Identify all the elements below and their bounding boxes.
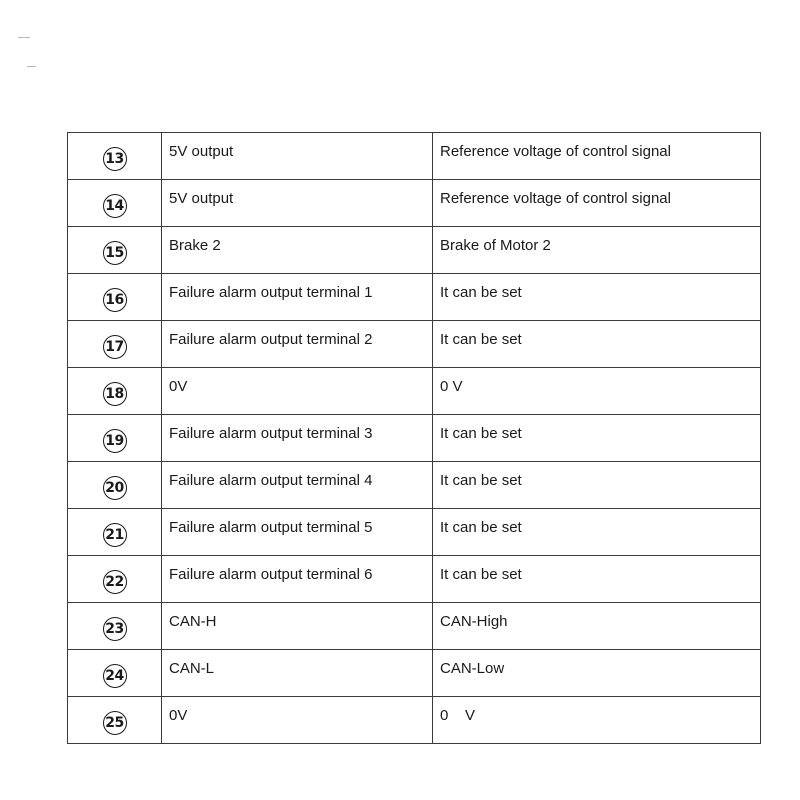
pin-function: Failure alarm output terminal 1	[169, 284, 373, 301]
pin-function-cell	[162, 415, 433, 462]
corner-mark	[18, 37, 30, 38]
pin-function: Failure alarm output terminal 5	[169, 519, 373, 536]
table-row	[68, 180, 761, 227]
pin-description: Brake of Motor 2	[440, 237, 551, 254]
pin-function-cell	[162, 603, 433, 650]
pin-function-cell	[162, 133, 433, 180]
pin-description-cell	[433, 509, 761, 556]
pin-number: 17	[103, 335, 127, 359]
pin-function: CAN-H	[169, 613, 217, 630]
corner-mark	[27, 66, 36, 67]
pin-number-cell	[68, 509, 162, 556]
pin-number-cell	[68, 133, 162, 180]
pin-number-cell	[68, 321, 162, 368]
pin-number: 14	[103, 194, 127, 218]
pin-function-cell	[162, 556, 433, 603]
pin-function: Brake 2	[169, 237, 221, 254]
pin-number-cell	[68, 227, 162, 274]
pin-description: CAN-High	[440, 613, 508, 630]
pin-description: It can be set	[440, 566, 522, 583]
pin-description-cell	[433, 368, 761, 415]
pin-number: 18	[103, 382, 127, 406]
pin-number: 15	[103, 241, 127, 265]
pin-description-cell	[433, 321, 761, 368]
pin-function: 5V output	[169, 143, 234, 160]
pin-number: 21	[103, 523, 127, 547]
pin-function-cell	[162, 368, 433, 415]
pin-number: 22	[103, 570, 127, 594]
pin-description: Reference voltage of control signal	[440, 190, 671, 207]
pin-description: It can be set	[440, 284, 522, 301]
pin-function: CAN-L	[169, 660, 215, 677]
pin-description-cell	[433, 697, 761, 744]
table-row	[68, 368, 761, 415]
pin-description-cell	[433, 180, 761, 227]
table-row	[68, 227, 761, 274]
table-row	[68, 509, 761, 556]
pin-function-cell	[162, 180, 433, 227]
pin-description: 0 V	[440, 378, 463, 395]
pin-function: 0V	[169, 378, 188, 395]
pin-number: 20	[103, 476, 127, 500]
pin-function-cell	[162, 321, 433, 368]
table-row	[68, 133, 761, 180]
pin-function: 5V output	[169, 190, 234, 207]
pin-description: Reference voltage of control signal	[440, 143, 671, 160]
pin-description-cell	[433, 227, 761, 274]
table-row	[68, 556, 761, 603]
pin-table-body	[68, 133, 761, 744]
table-row	[68, 697, 761, 744]
pin-function-cell	[162, 227, 433, 274]
table-row	[68, 321, 761, 368]
pin-number: 13	[103, 147, 127, 171]
pin-description-cell	[433, 133, 761, 180]
table-row	[68, 650, 761, 697]
pin-number: 25	[103, 711, 127, 735]
pin-definition-table	[67, 132, 761, 744]
pin-number-cell	[68, 462, 162, 509]
pin-number-cell	[68, 556, 162, 603]
pin-description: 0 V	[440, 707, 476, 724]
table-row	[68, 462, 761, 509]
pin-number-cell	[68, 650, 162, 697]
pin-function: 0V	[169, 707, 188, 724]
pin-function: Failure alarm output terminal 3	[169, 425, 373, 442]
pin-number: 24	[103, 664, 127, 688]
pin-number-cell	[68, 180, 162, 227]
pin-description-cell	[433, 603, 761, 650]
pin-function: Failure alarm output terminal 2	[169, 331, 373, 348]
pin-function-cell	[162, 650, 433, 697]
pin-description-cell	[433, 462, 761, 509]
table-row	[68, 603, 761, 650]
pin-function-cell	[162, 462, 433, 509]
pin-description: It can be set	[440, 519, 522, 536]
pin-function-cell	[162, 274, 433, 321]
pin-number: 19	[103, 429, 127, 453]
pin-description: It can be set	[440, 472, 522, 489]
pin-number-cell	[68, 415, 162, 462]
pin-number-cell	[68, 274, 162, 321]
pin-description: CAN-Low	[440, 660, 505, 677]
pin-description-cell	[433, 415, 761, 462]
pin-description-cell	[433, 556, 761, 603]
pin-description-cell	[433, 650, 761, 697]
pin-description: It can be set	[440, 425, 522, 442]
table-row	[68, 274, 761, 321]
pin-function: Failure alarm output terminal 6	[169, 566, 373, 583]
pin-number-cell	[68, 697, 162, 744]
pin-number: 16	[103, 288, 127, 312]
table-row	[68, 415, 761, 462]
pin-number: 23	[103, 617, 127, 641]
pin-function-cell	[162, 509, 433, 556]
pin-function: Failure alarm output terminal 4	[169, 472, 373, 489]
pin-function-cell	[162, 697, 433, 744]
pin-description: It can be set	[440, 331, 522, 348]
pin-description-cell	[433, 274, 761, 321]
pin-number-cell	[68, 603, 162, 650]
pin-number-cell	[68, 368, 162, 415]
